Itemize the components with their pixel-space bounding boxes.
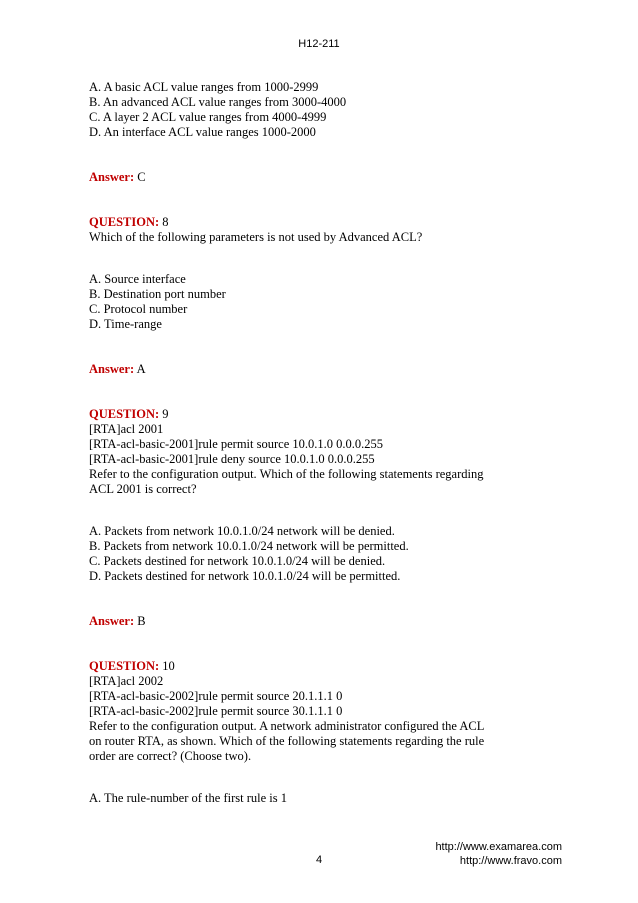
answer-label: Answer: [89, 362, 135, 376]
q10-heading [89, 659, 559, 674]
answer-value: A [134, 362, 146, 376]
footer-url-fravo[interactable]: http://www.fravo.com [459, 855, 562, 867]
q9-option-c: C. Packets destined for network 10.0.1.0/24 will be denied. [89, 554, 386, 568]
footer-url-examarea[interactable]: http://www.examarea.com [435, 841, 562, 853]
q10-text-line-1: Refer to the configuration output. A network administrator configured the ACL [89, 719, 485, 733]
q7-option-a: A. A basic ACL value ranges from 1000-2999 [89, 80, 319, 94]
q10-option-a: A. The rule-number of the first rule is 1 [89, 791, 287, 805]
answer-label: Answer: [89, 614, 135, 628]
q7-option-b: B. An advanced ACL value ranges from 3000-4000 [89, 95, 347, 109]
q7-answer [89, 170, 559, 185]
q9-text-line-1: Refer to the configuration output. Which of the following statements regarding [89, 467, 484, 481]
answer-value: C [134, 170, 146, 184]
question-label: QUESTION: [89, 215, 160, 229]
q8-option-b: B. Destination port number [89, 287, 226, 301]
q10-config-line-2: [RTA-acl-basic-2002]rule permit source 20.1.1.1 0 [89, 689, 343, 703]
page-number: 4 [315, 854, 323, 866]
q8-text: Which of the following parameters is not used by Advanced ACL? [89, 230, 423, 244]
question-number: 9 [159, 407, 169, 421]
question-label: QUESTION: [89, 659, 160, 673]
q9-option-d: D. Packets destined for network 10.0.1.0/24 will be permitted. [89, 569, 401, 583]
page-content [89, 80, 559, 806]
q10-config-line-1: [RTA]acl 2002 [89, 674, 164, 688]
q9-heading [89, 407, 559, 422]
q9-config-line-1: [RTA]acl 2001 [89, 422, 164, 436]
page-header: H12-211 [298, 38, 340, 50]
q8-option-a: A. Source interface [89, 272, 186, 286]
q9-config-line-2: [RTA-acl-basic-2001]rule permit source 10.0.1.0 0.0.0.255 [89, 437, 384, 451]
q9-option-b: B. Packets from network 10.0.1.0/24 network will be permitted. [89, 539, 409, 553]
q9-config-line-3: [RTA-acl-basic-2001]rule deny source 10.0.1.0 0.0.0.255 [89, 452, 375, 466]
q9-text-line-2: ACL 2001 is correct? [89, 482, 197, 496]
question-label: QUESTION: [89, 407, 160, 421]
answer-value: B [134, 614, 146, 628]
answer-label: Answer: [89, 170, 135, 184]
q9-answer [89, 614, 559, 629]
question-number: 8 [159, 215, 169, 229]
q7-option-d: D. An interface ACL value ranges 1000-2000 [89, 125, 316, 139]
q7-option-c: C. A layer 2 ACL value ranges from 4000-4999 [89, 110, 327, 124]
question-number: 10 [159, 659, 175, 673]
q10-text-line-2: on router RTA, as shown. Which of the following statements regarding the rule [89, 734, 485, 748]
q8-option-d: D. Time-range [89, 317, 162, 331]
q8-answer [89, 362, 559, 377]
q10-text-line-3: order are correct? (Choose two). [89, 749, 252, 763]
q8-option-c: C. Protocol number [89, 302, 188, 316]
q9-option-a: A. Packets from network 10.0.1.0/24 network will be denied. [89, 524, 395, 538]
q8-heading [89, 215, 559, 230]
q10-config-line-3: [RTA-acl-basic-2002]rule permit source 30.1.1.1 0 [89, 704, 343, 718]
